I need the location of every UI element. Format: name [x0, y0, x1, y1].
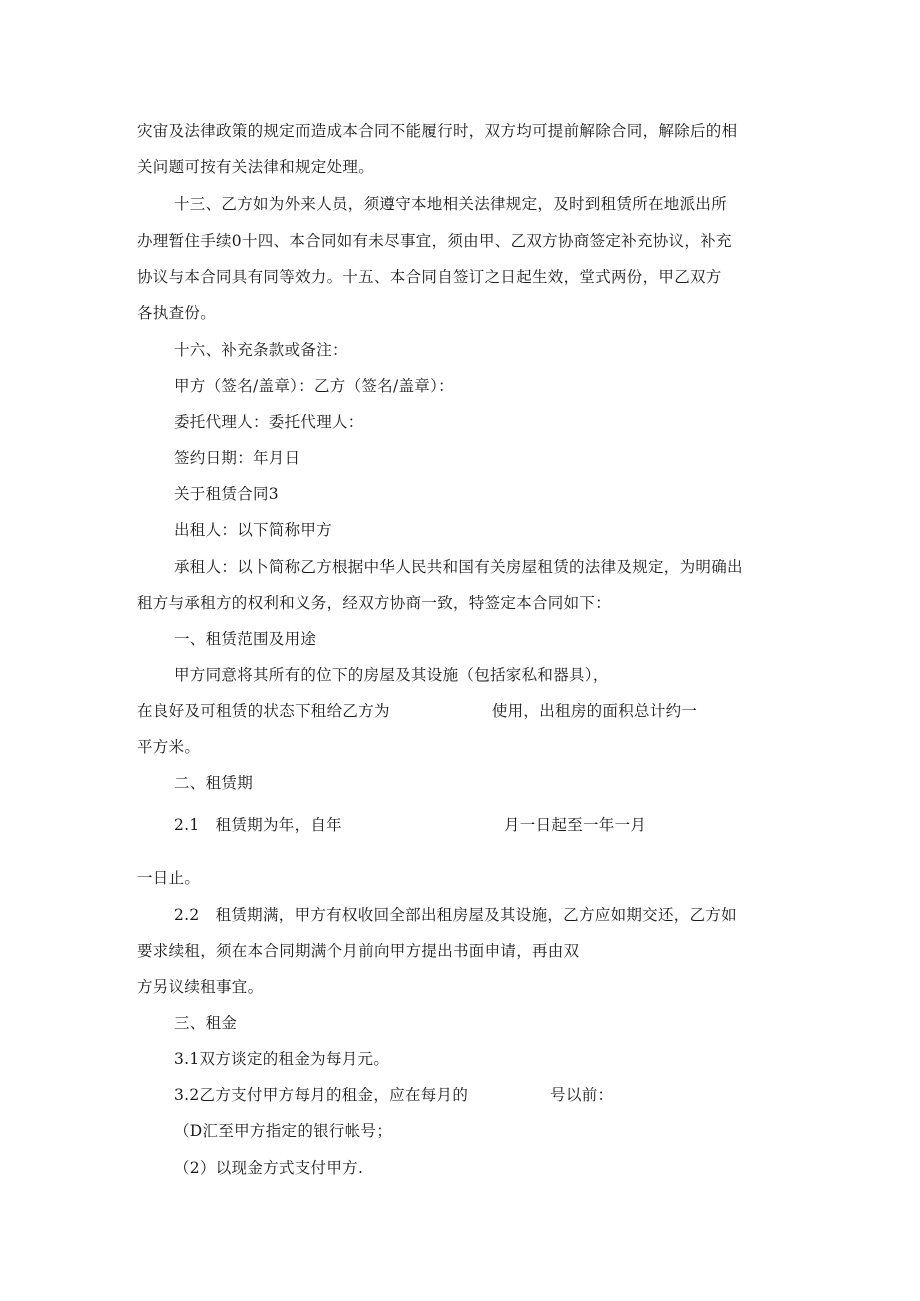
payment-option: （2）以现金方式支付甲方.: [174, 1159, 364, 1177]
clause-line: [174, 1085, 613, 1105]
paragraph-line: 要求续租，须在本合同期满个月前向甲方提出书面申请，再由双: [137, 942, 580, 960]
signature-line: 甲方（签名/盖章）：乙方（签名/盖章）：: [174, 377, 454, 395]
paragraph-line: 平方米。: [137, 738, 201, 756]
paragraph-line: 甲方同意将其所有的位下的房屋及其设施（包括家私和器具），: [174, 666, 609, 684]
paragraph-line: [137, 701, 697, 721]
text-segment: 租赁期为年，自年: [215, 816, 342, 834]
paragraph-line: 租方与承租方的权利和义务，经双方协商一致，特签定本合同如下：: [137, 594, 612, 612]
agent-line: 委托代理人：委托代理人：: [174, 413, 364, 431]
paragraph-line: 各执查份。: [137, 304, 217, 322]
contract-title: 关于租赁合同3: [174, 485, 279, 503]
section-heading: 三、租金: [174, 1014, 238, 1032]
text-segment: 租赁期满，甲方有权收回全部出租房屋及其设施，乙方应如期交还，乙方如: [215, 906, 737, 924]
paragraph-line: 一日止。: [137, 869, 201, 887]
date-line: 签约日期：年月日: [174, 449, 301, 467]
paragraph-line: 协议与本合同具有同等效力。十五、本合同自签订之日起生效，堂式两份，甲乙双方: [137, 268, 722, 286]
paragraph-line: 方另议续租事宜。: [137, 978, 264, 996]
paragraph-line: 灾宙及法律政策的规定而造成本合同不能履行时，双方均可提前解除合同，解除后的相: [137, 122, 738, 140]
clause-number: 2.1: [174, 816, 200, 834]
payment-option: （D汇至甲方指定的银行帐号；: [174, 1122, 393, 1140]
lessor-line: 出租人：以下简称甲方: [174, 521, 333, 539]
clause-line: [174, 815, 646, 835]
section-heading: 十六、补充条款或备注：: [174, 341, 348, 359]
section-heading: 一、租赁范围及用途: [174, 630, 317, 648]
text-segment: 号以前：: [550, 1086, 614, 1104]
clause-line: 3.1双方谈定的租金为每月元。: [174, 1050, 390, 1068]
paragraph-line: 关问题可按有关法律和规定处理。: [137, 158, 375, 176]
clause-line: [174, 905, 737, 925]
text-segment: 3.2乙方支付甲方每月的租金，应在每月的: [174, 1086, 469, 1104]
paragraph-line: 十三、乙方如为外来人员，须遵守本地相关法律规定，及时到租赁所在地派出所: [174, 195, 728, 213]
text-segment: 使用，出租房的面积总计约一: [491, 702, 698, 720]
paragraph-line: 办理暂住手续0十四、本合同如有未尽事宜，须由甲、乙双方协商签定补充协议，补充: [137, 232, 732, 250]
text-segment: 在良好及可租赁的状态下租给乙方为: [137, 702, 390, 720]
paragraph-line: 承租人：以卜简称乙方根据中华人民共和国有关房屋租赁的法律及规定，为明确出: [174, 558, 743, 576]
section-heading: 二、租赁期: [174, 774, 254, 792]
clause-number: 2.2: [174, 906, 200, 924]
text-segment: 月一日起至一年一月: [503, 816, 647, 834]
